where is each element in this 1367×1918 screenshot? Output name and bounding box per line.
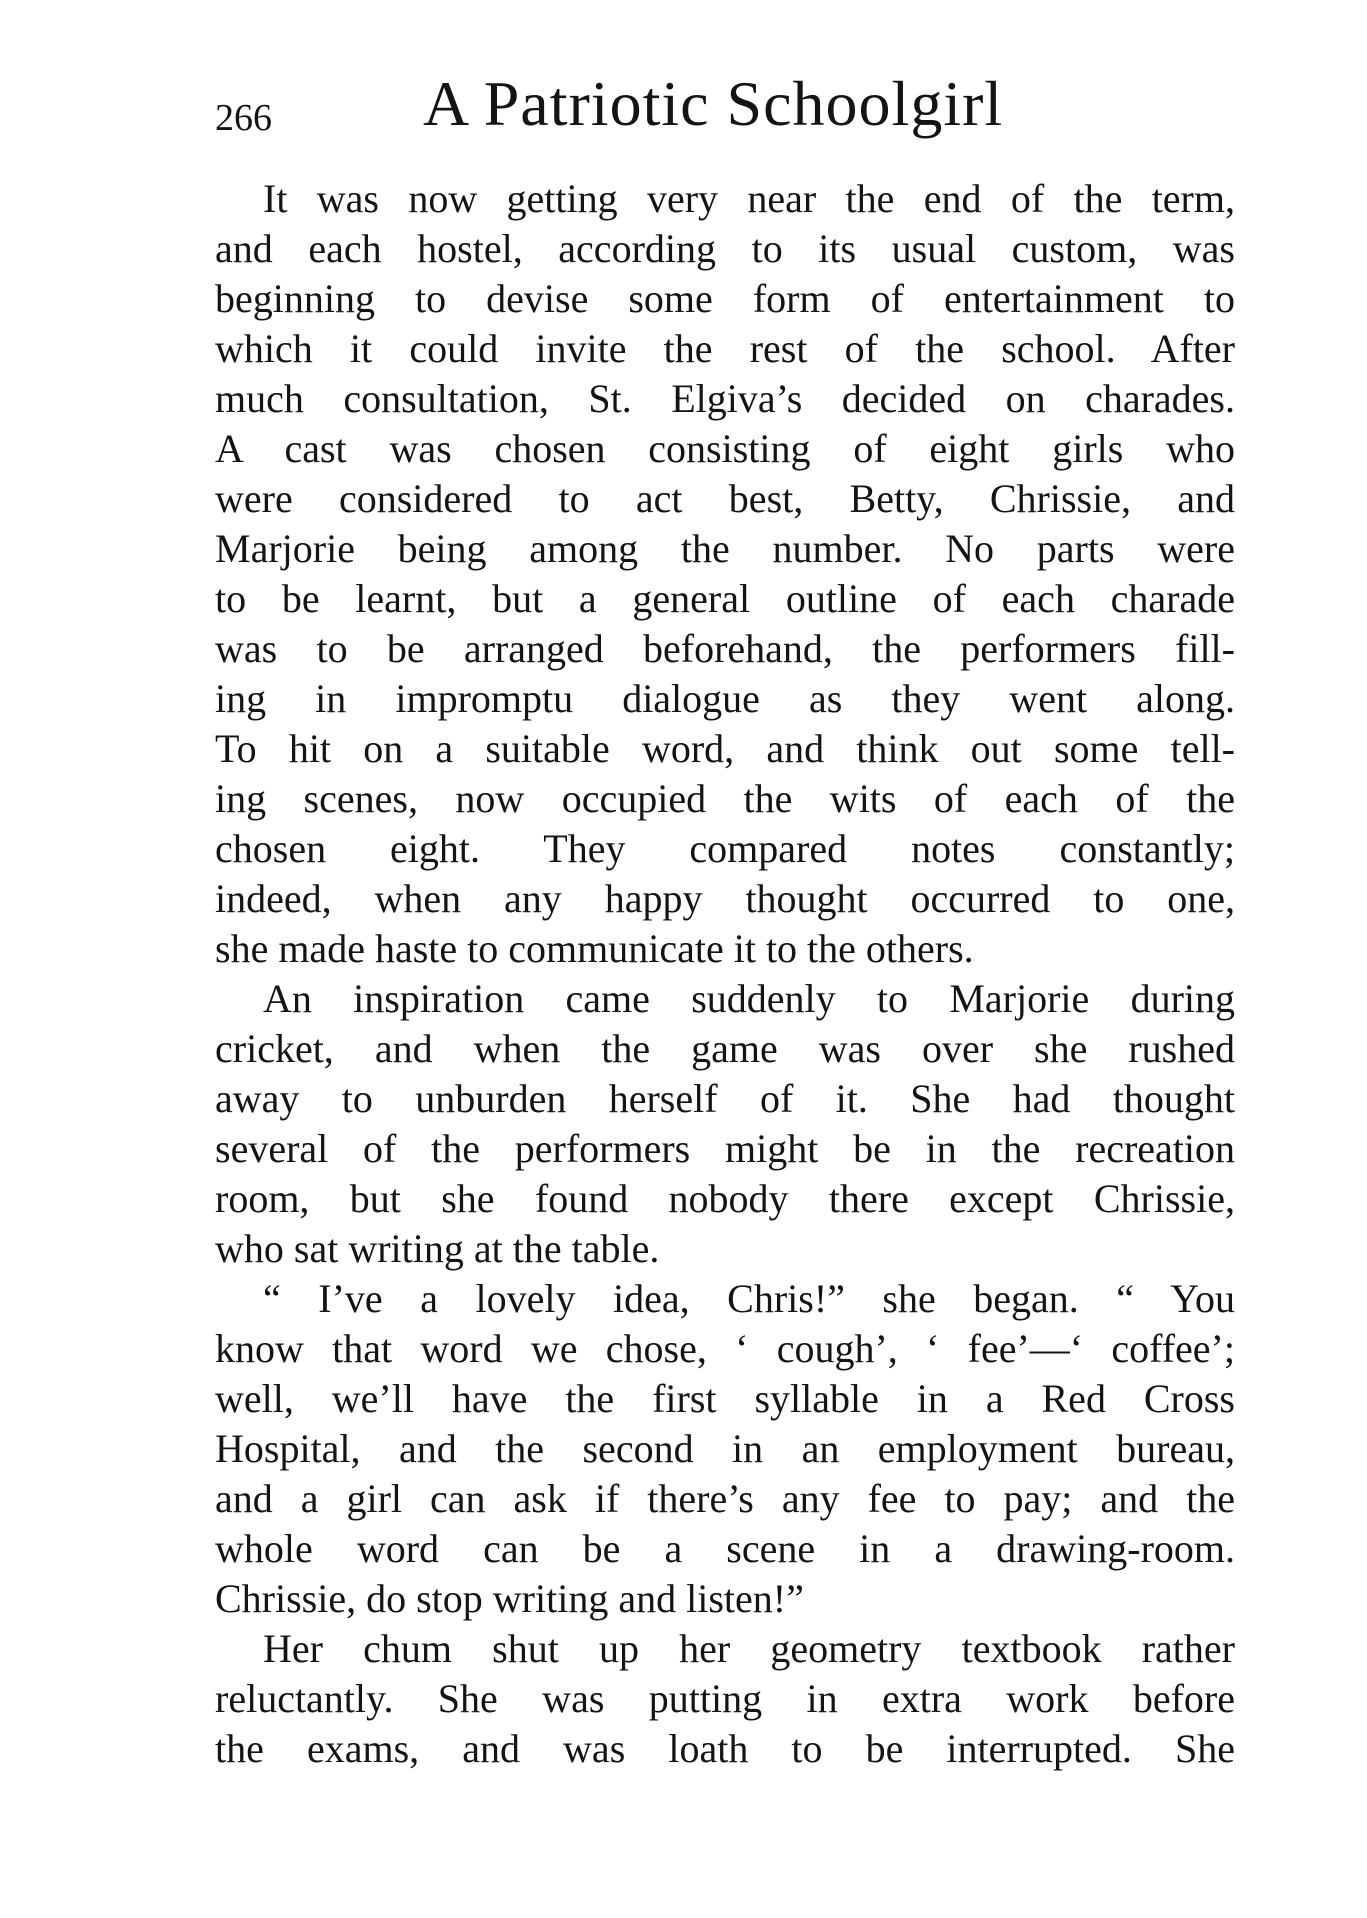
- text-line: to be learnt, but a general outline of each charade: [215, 576, 1235, 621]
- paragraph-1: [215, 174, 1235, 974]
- paragraph-4: [215, 1624, 1235, 1774]
- text-line: An inspiration came suddenly to Marjorie during: [263, 976, 1235, 1021]
- text-line: ing in impromptu dialogue as they went along.: [215, 676, 1235, 721]
- text-line: much consultation, St. Elgiva’s decided on charades.: [215, 376, 1235, 421]
- text-line: “ I’ve a lovely idea, Chris!” she began. “ You: [263, 1276, 1235, 1321]
- text-line: were considered to act best, Betty, Chrissie, and: [215, 476, 1235, 521]
- text-line: away to unburden herself of it. She had thought: [215, 1076, 1235, 1121]
- text-line: whole word can be a scene in a drawing-room.: [215, 1526, 1235, 1571]
- paragraph-3: [215, 1274, 1235, 1624]
- running-title: A Patriotic Schoolgirl: [423, 68, 1004, 139]
- text-line: Marjorie being among the number. No parts were: [215, 526, 1235, 571]
- text-line: chosen eight. They compared notes constantly;: [215, 826, 1235, 871]
- text-line: the exams, and was loath to be interrupted. She: [215, 1726, 1235, 1771]
- text-line: room, but she found nobody there except Chrissie,: [215, 1176, 1235, 1221]
- text-line: indeed, when any happy thought occurred to one,: [215, 876, 1235, 921]
- text-line: beginning to devise some form of entertainment to: [215, 276, 1235, 321]
- text-line: A cast was chosen consisting of eight girls who: [215, 426, 1235, 471]
- text-line: and a girl can ask if there’s any fee to pay; and the: [215, 1476, 1235, 1521]
- text-line: Chrissie, do stop writing and listen!”: [215, 1576, 804, 1621]
- text-line: To hit on a suitable word, and think out some tell-: [215, 726, 1235, 771]
- text-line: was to be arranged beforehand, the performers fill-: [215, 626, 1235, 671]
- text-line: and each hostel, according to its usual custom, was: [215, 226, 1235, 271]
- page-number: 266: [215, 97, 272, 139]
- text-line: she made haste to communicate it to the others.: [215, 926, 974, 971]
- text-line: Hospital, and the second in an employment bureau,: [215, 1426, 1235, 1471]
- text-line: reluctantly. She was putting in extra work before: [215, 1676, 1235, 1721]
- paragraph-2: [215, 974, 1235, 1274]
- text-line: ing scenes, now occupied the wits of each of the: [215, 776, 1235, 821]
- text-line: well, we’ll have the first syllable in a Red Cross: [215, 1376, 1235, 1421]
- text-line: know that word we chose, ‘ cough’, ‘ fee’—‘ coffee’;: [215, 1326, 1235, 1371]
- text-line: cricket, and when the game was over she rushed: [215, 1026, 1235, 1071]
- text-line: It was now getting very near the end of the term,: [263, 176, 1235, 221]
- text-line: several of the performers might be in the recreation: [215, 1126, 1235, 1171]
- page-header: [215, 68, 1235, 148]
- body-text: [215, 174, 1235, 1774]
- text-line: Her chum shut up her geometry textbook rather: [263, 1626, 1235, 1671]
- text-line: who sat writing at the table.: [215, 1226, 660, 1271]
- text-line: which it could invite the rest of the school. After: [215, 326, 1235, 371]
